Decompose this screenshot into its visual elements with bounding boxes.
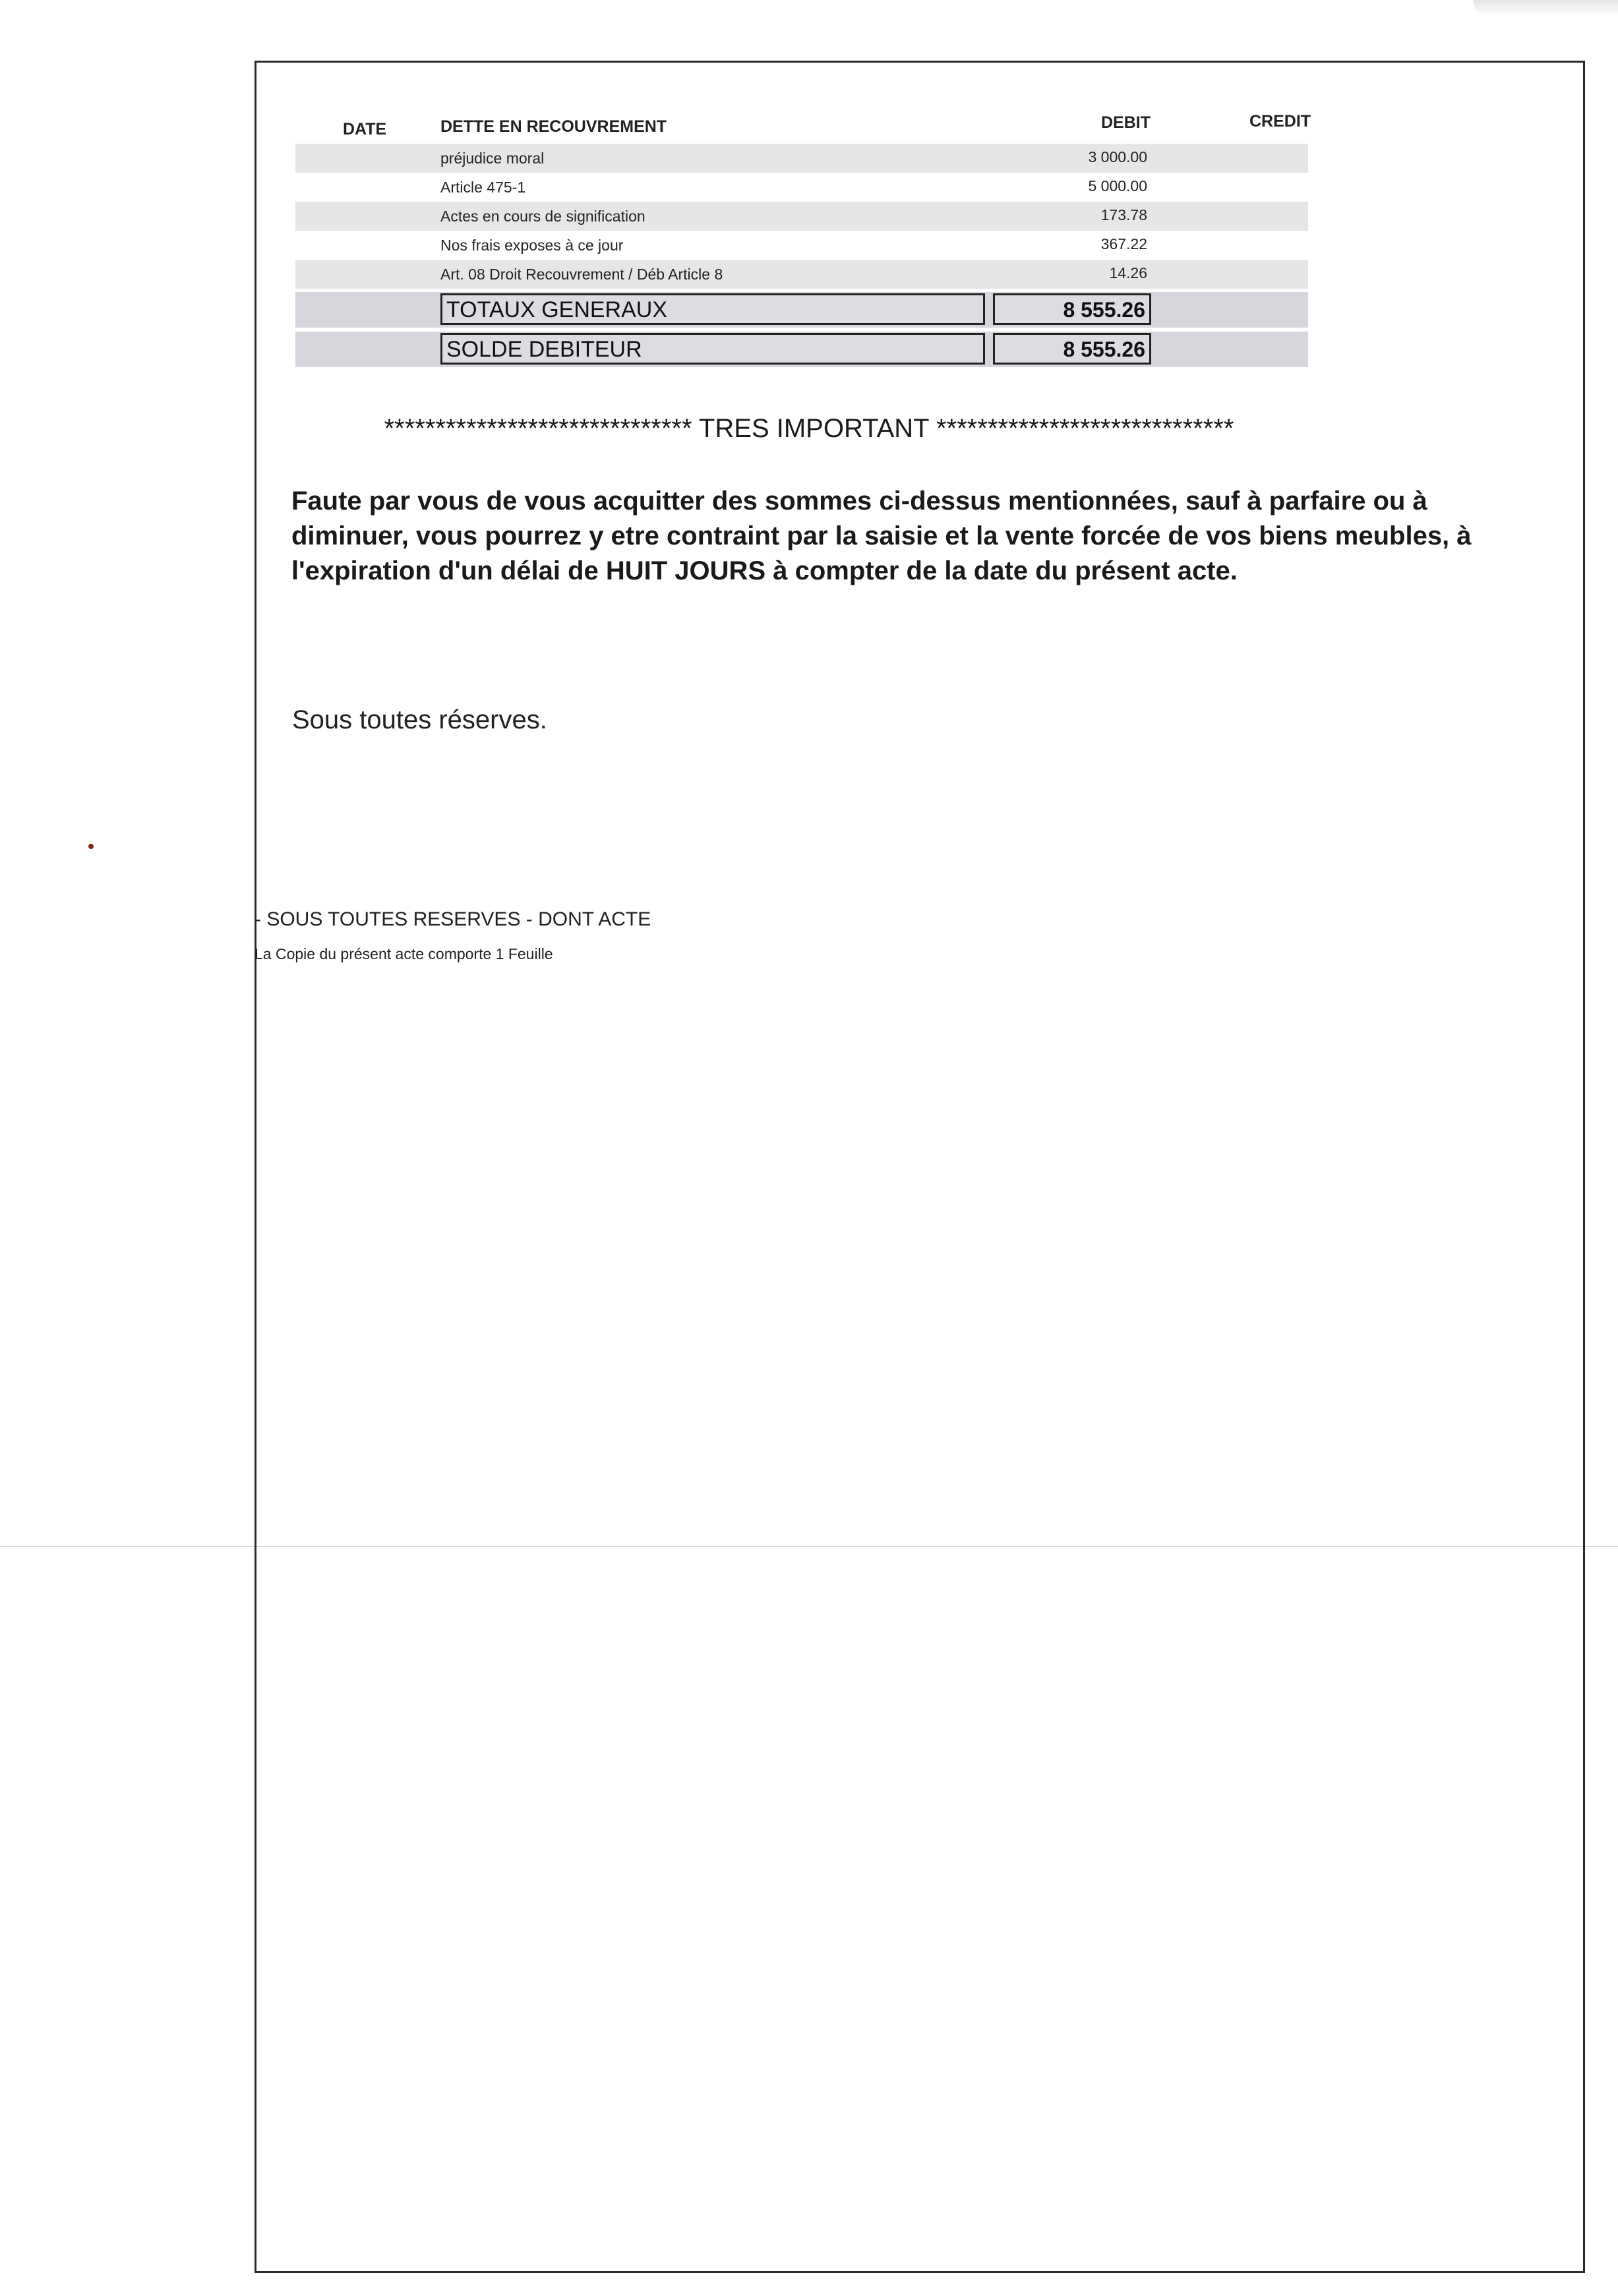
total-amount: 8 555.26 bbox=[993, 293, 1151, 325]
ledger-row-label: préjudice moral bbox=[440, 150, 545, 167]
ledger-row-label: Actes en cours de signification bbox=[440, 208, 645, 225]
document-frame bbox=[255, 61, 1585, 2273]
reserves-statement: Sous toutes réserves. bbox=[292, 705, 547, 734]
payment-notice: Faute par vous de vous acquitter des sommes ci-dessus mentionnées, sauf à parfaire ou à diminuer, vous pourrez y etre contraint par la saisie et la vente forcée de vos biens meubles, à l'expiration d'un délai de HUIT JOURS à compter de la date du présent acte. bbox=[291, 486, 1472, 585]
solde-debiteur-row bbox=[295, 332, 1308, 367]
ledger-row-debit: 14.26 bbox=[1109, 264, 1147, 281]
ledger-row-debit: 5 000.00 bbox=[1088, 177, 1147, 194]
important-banner: ****************************** TRES IMPORTANT ***************************** bbox=[384, 414, 1234, 443]
column-header-dette: DETTE EN RECOUVREMENT bbox=[440, 117, 667, 136]
ledger-row bbox=[295, 202, 1308, 231]
ledger-row bbox=[295, 144, 1308, 173]
total-amount: 8 555.26 bbox=[993, 333, 1151, 365]
ledger-row-debit: 173.78 bbox=[1100, 206, 1147, 223]
ledger-row bbox=[295, 231, 1308, 260]
scan-speck bbox=[88, 844, 94, 849]
ledger-row-debit: 367.22 bbox=[1100, 235, 1147, 252]
copie-line: La Copie du présent acte comporte 1 Feuille bbox=[255, 945, 553, 962]
ledger-row-debit: 3 000.00 bbox=[1088, 148, 1147, 165]
ledger-row-label: Article 475-1 bbox=[440, 179, 526, 196]
totaux-generaux-row bbox=[295, 292, 1308, 328]
scan-shadow bbox=[1473, 0, 1618, 16]
ledger-row bbox=[295, 260, 1308, 289]
ledger-row bbox=[295, 173, 1308, 202]
total-label: TOTAUX GENERAUX bbox=[440, 293, 985, 325]
ledger-row-label: Art. 08 Droit Recouvrement / Déb Article 8 bbox=[440, 266, 723, 283]
total-label: SOLDE DEBITEUR bbox=[440, 333, 985, 365]
column-header-debit: DEBIT bbox=[1101, 113, 1151, 132]
column-header-date: DATE bbox=[343, 120, 387, 138]
dont-acte-line: - SOUS TOUTES RESERVES - DONT ACTE bbox=[255, 908, 651, 930]
column-header-credit: CREDIT bbox=[1249, 112, 1311, 131]
ledger-row-label: Nos frais exposes à ce jour bbox=[440, 237, 624, 254]
